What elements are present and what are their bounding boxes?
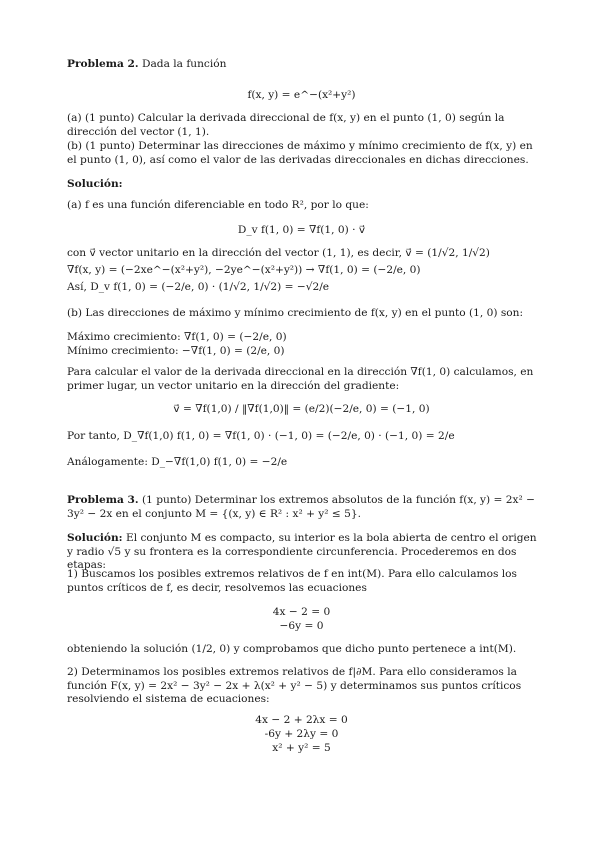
problem-2-heading: Problema 2. [67, 58, 139, 70]
problem-2-part-b: (b) (1 punto) Determinar las direcciones de máximo y mínimo crecimiento de f(x, y) en el punto (1, 0), así como el valor de las derivadas direccionales en dichas direcciones. [67, 140, 533, 166]
solution-2-b-min: Mínimo crecimiento: −∇f(1, 0) = (2/e, 0) [67, 345, 285, 357]
solution-3-heading: Solución: [67, 532, 123, 544]
solution-2-b-unit-vector: v⃗ = ∇f(1,0) / ‖∇f(1,0)‖ = (e/2)(−2/e, 0) = (−1, 0) [173, 403, 430, 415]
solution-2-b-text: (b) Las direcciones de máximo y mínimo crecimiento de f(x, y) en el punto (1, 0) son: [67, 307, 524, 319]
solution-3-intro-text: El conjunto M es compacto, su interior es la bola abierta de centro el origen y radio √5 y su frontera es la correspondiente circunferencia. Procederemos en dos etapas: [67, 532, 537, 572]
problem-2-function: f(x, y) = e^−(x²+y²) [247, 89, 356, 101]
solution-2-a-vector: con v⃗ vector unitario en la dirección del vector (1, 1), es decir, v⃗ = (1/√2, 1/√2) [67, 247, 490, 259]
solution-3-step-1-result: obteniendo la solución (1/2, 0) y comprobamos que dicho punto pertenece a int(M). [67, 643, 517, 655]
solution-2-b-analogamente: Análogamente: D_−∇f(1,0) f(1, 0) = −2/e [67, 456, 288, 468]
solution-2-a-text: (a) f es una función diferenciable en todo R², por lo que: [67, 199, 369, 211]
solution-3-equation-1: 4x − 2 = 0 [272, 606, 331, 618]
solution-3-step-1: 1) Buscamos los posibles extremos relativos de f en int(M). Para ello calculamos los puntos críticos de f, es decir, resolvemos las ecuaciones [67, 568, 517, 594]
solution-3-system-2: -6y + 2λy = 0 [264, 728, 339, 740]
problem-2-part-a: (a) (1 punto) Calcular la derivada direccional de f(x, y) en el punto (1, 0) según la dirección del vector (1, 1). [67, 112, 505, 138]
problem-3-statement [67, 494, 537, 521]
solution-3-system-3: x² + y² = 5 [272, 742, 331, 754]
solution-3-intro [67, 532, 537, 573]
problem-3-text: (1 punto) Determinar los extremos absolutos de la función f(x, y) = 2x² − 3y² − 2x en el conjunto M = {(x, y) ∈ R² : x² + y² ≤ 5}. [67, 494, 535, 520]
solution-2-heading: Solución: [67, 178, 123, 190]
problem-2-statement [67, 58, 226, 72]
problem-3-heading: Problema 3. [67, 494, 139, 506]
solution-2-b-max: Máximo crecimiento: ∇f(1, 0) = (−2/e, 0) [67, 331, 287, 343]
solution-2-a-equation: D_v f(1, 0) = ∇f(1, 0) · v⃗ [237, 224, 366, 236]
problem-2-intro: Dada la función [141, 58, 227, 70]
solution-3-step-2: 2) Determinamos los posibles extremos relativos de f|∂M. Para ello consideramos la función F(x, y) = 2x² − 3y² − 2x + λ(x² + y² − 5) y determinamos sus puntos críticos resolviendo el sistema de ecuaciones: [67, 666, 522, 706]
solution-2-a-result: Así, D_v f(1, 0) = (−2/e, 0) · (1/√2, 1/√2) = −√2/e [67, 281, 330, 293]
solution-2-a-gradient: ∇f(x, y) = (−2xe^−(x²+y²), −2ye^−(x²+y²)) → ∇f(1, 0) = (−2/e, 0) [67, 264, 421, 276]
solution-2-b-paragraph: Para calcular el valor de la derivada direccional en la dirección ∇f(1, 0) calculamos, en primer lugar, un vector unitario en la dirección del gradiente: [67, 366, 534, 392]
solution-3-equation-2: −6y = 0 [279, 620, 324, 632]
solution-2-b-por-tanto: Por tanto, D_∇f(1,0) f(1, 0) = ∇f(1, 0) · (−1, 0) = (−2/e, 0) · (−1, 0) = 2/e [67, 430, 455, 442]
solution-3-system-1: 4x − 2 + 2λx = 0 [255, 714, 348, 726]
